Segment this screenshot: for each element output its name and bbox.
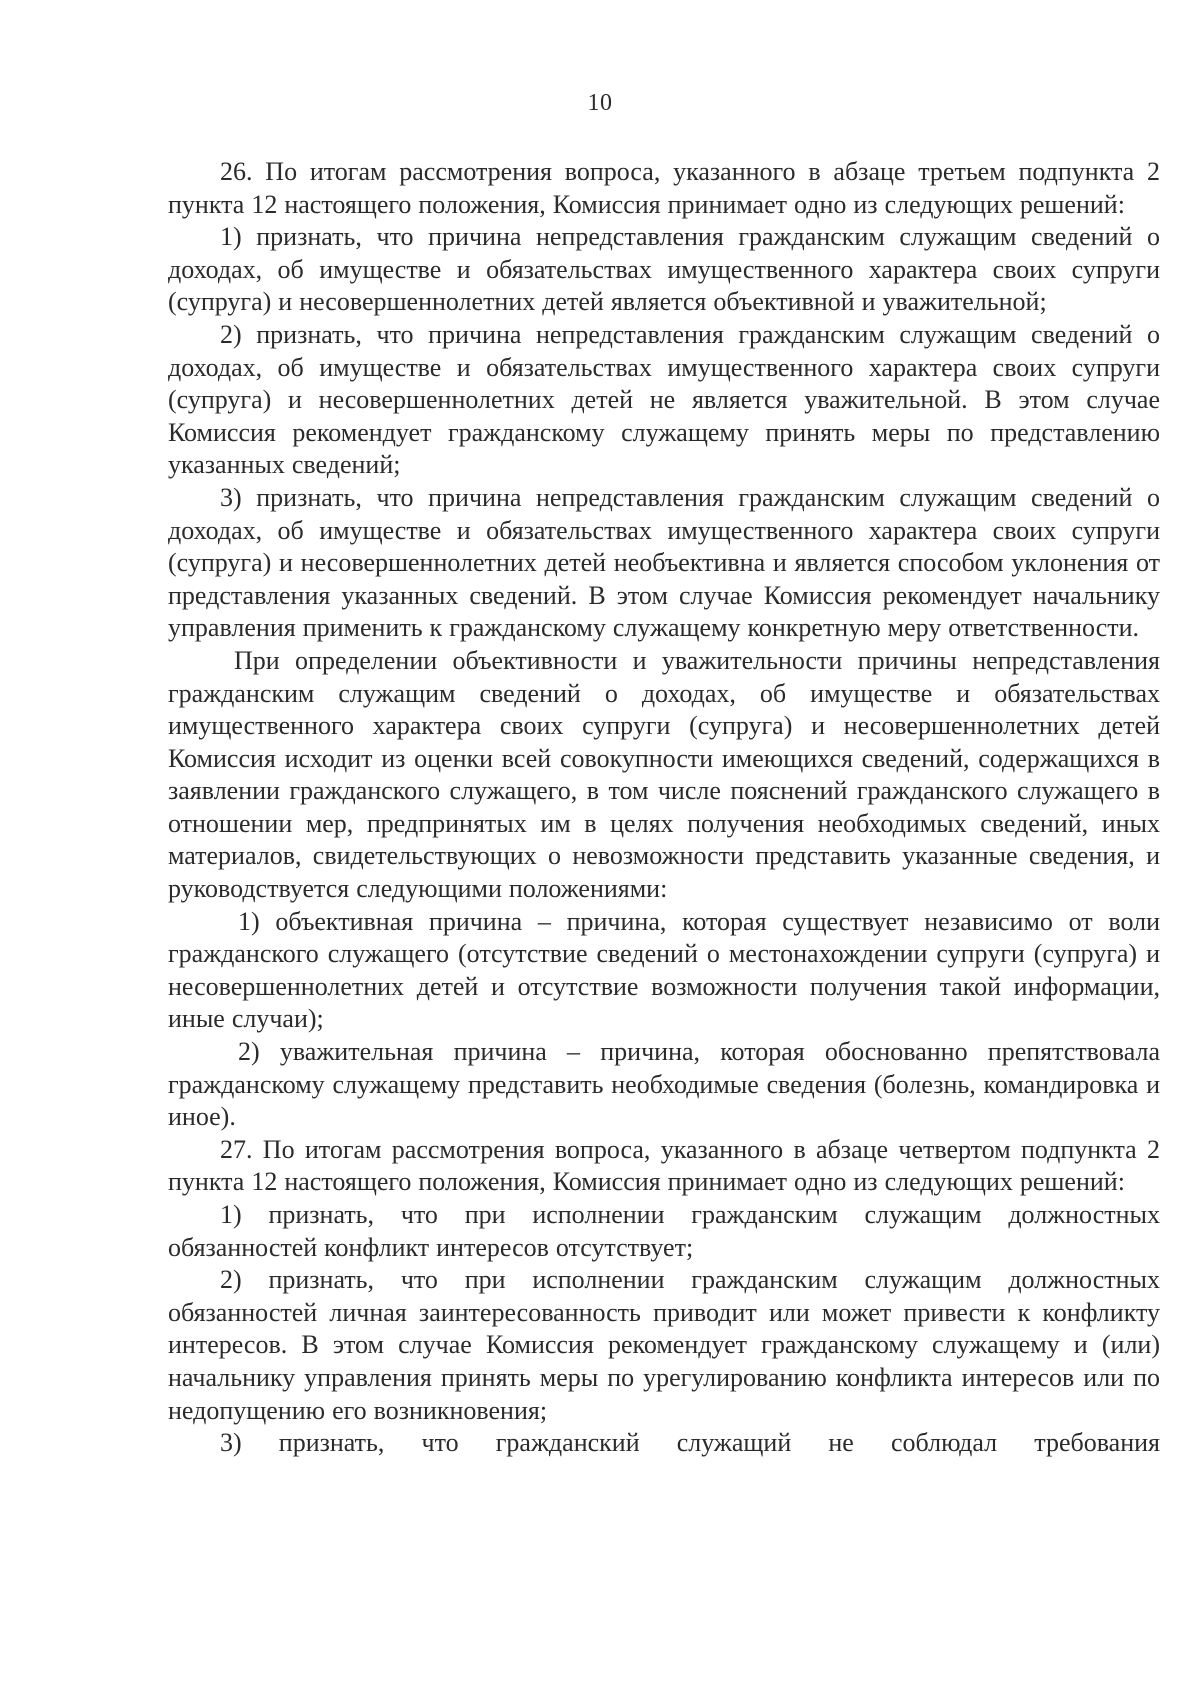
page-number: 10 <box>587 90 613 116</box>
paragraph-27-item-1: 1) признать, что при исполнении гражданским служащим должностных обязанностей конфликт интересов отсутствует; <box>168 1200 1160 1262</box>
paragraph-26-item-2: 2) признать, что причина непредставления гражданским служащим сведений о доходах, об имуществе и обязательствах имущественного характера своих супруги (супруга) и несовершеннолетних детей не является уважительной. В этом случае Комиссия рекомендует гражданскому служащему принять меры по представлению указанных сведений; <box>168 319 1160 480</box>
document-body <box>168 156 1160 1460</box>
paragraph-26-item-1: 1) признать, что причина непредставления гражданским служащим сведений о доходах, об имуществе и обязательствах имущественного характера своих супруги (супруга) и несовершеннолетних детей является объективной и уважительной; <box>168 222 1160 317</box>
paragraph-27: 27. По итогам рассмотрения вопроса, указанного в абзаце четвертом подпункта 2 пункта 12 настоящего положения, Комиссия принимает одно из следующих решений: <box>168 1134 1160 1197</box>
paragraph-26-item-3: 3) признать, что причина непредставления гражданским служащим сведений о доходах, об имуществе и обязательствах имущественного характера своих супруги (супруга) и несовершеннолетних детей необъективна и является способом уклонения от представления указанных сведений. В этом случае Комиссия рекомендует начальнику управления применить к гражданскому служащему конкретную меру ответственности. <box>168 482 1160 643</box>
paragraph-criteria: При определении объективности и уважительности причины непредставления гражданским служащим сведений о доходах, об имуществе и обязательствах имущественного характера своих супруги (супруга) и несовершеннолетних детей Комиссия исходит из оценки всей совокупности имеющихся сведений, содержащихся в заявлении гражданского служащего, в том числе пояснений гражданского служащего в отношении мер, предпринятых им в целях получения необходимых сведений, иных материалов, свидетельствующих о невозможности представить указанные сведения, и руководствуется следующими положениями: <box>168 645 1160 904</box>
paragraph-27-item-3: 3) признать, что гражданский служащий не соблюдал требования <box>220 1428 1160 1458</box>
paragraph-27-item-2: 2) признать, что при исполнении гражданским служащим должностных обязанностей личная заинтересованность приводит или может привести к конфликту интересов. В этом случае Комиссия рекомендует гражданскому служащему и (или) начальнику управления принять меры по урегулированию конфликта интересов или по недопущению его возникновения; <box>168 1265 1160 1425</box>
paragraph-criteria-item-2: 2) уважительная причина – причина, которая обоснованно препятствовала гражданскому служащему представить необходимые сведения (болезнь, командировка и иное). <box>168 1037 1160 1132</box>
paragraph-criteria-item-1: 1) объективная причина – причина, которая существует независимо от воли гражданского служащего (отсутствие сведений о местонахождении супруги (супруга) и несовершеннолетних детей и отсутствие возможности получения такой информации, иные случаи); <box>168 906 1160 1034</box>
paragraph-26: 26. По итогам рассмотрения вопроса, указанного в абзаце третьем подпункта 2 пункта 12 настоящего положения, Комиссия принимает одно из следующих решений: <box>168 157 1160 219</box>
